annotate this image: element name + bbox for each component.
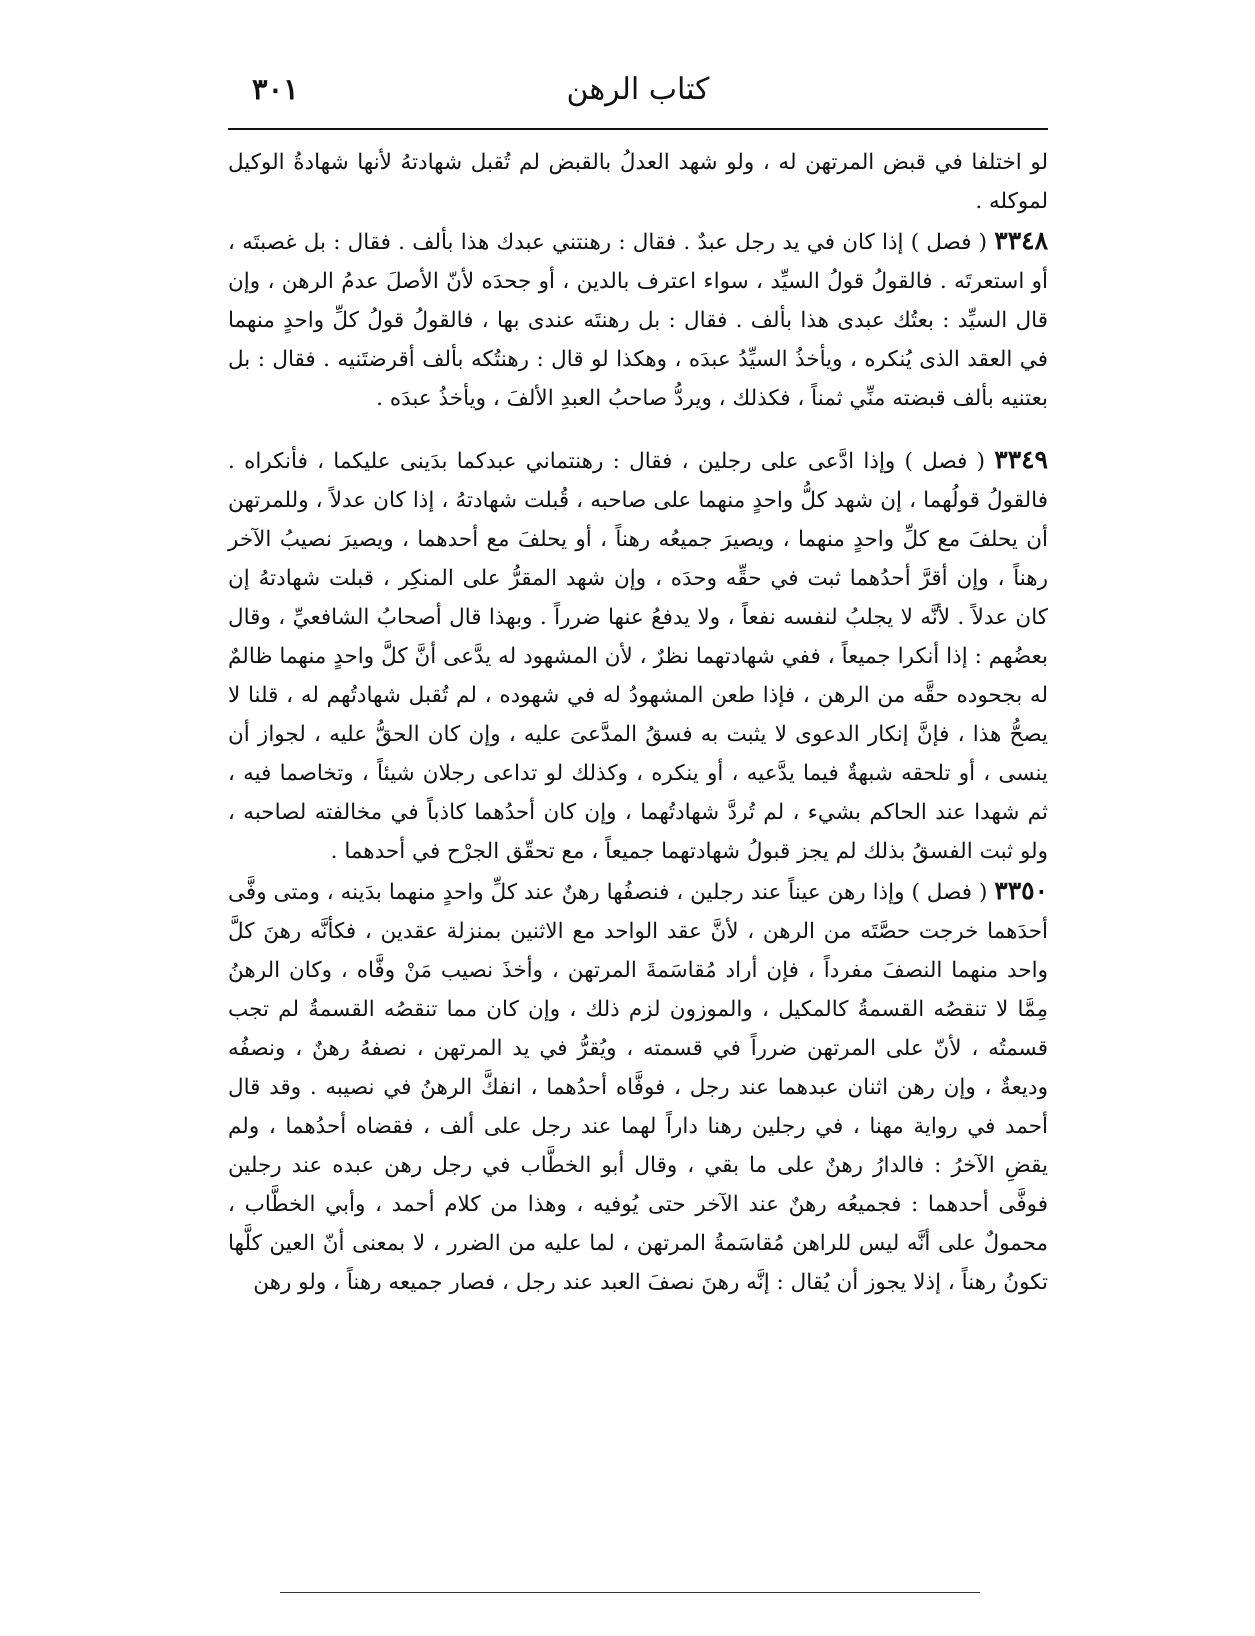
paragraph-text: لو اختلفا في قبض المرتهن له ، ولو شهد العدلُ بالقبض لم تُقبل شهادتهُ لأنها شهادةُ الوكيل لموكله .	[228, 150, 1048, 214]
page-number: ٣٠١	[252, 72, 299, 106]
paragraph-section-3349	[228, 440, 1048, 871]
paragraph-text: ( فصل ) وإذا ادَّعى على رجلين ، فقال : رهنتماني عبدكما بدَينى عليكما ، فأنكراه . فالقولُ قولُهما ، إن شهد كلُّ واحدٍ منهما على صاحبه ، قُبلت شهادتهُ ، إذا كان عدلاً ، وللمرتهن أن يحلفَ مع كلِّ واحدٍ منهما ، ويصيرَ جميعُه رهناً ، أو يحلفَ مع أحدهما ، ويصيرَ نصيبُ الآخر رهناً ، وإن أقرَّ أحدُهما ثبت في حقِّه وحدَه ، وإن شهد المقرُّ على المنكِر ، قبلت شهادتهُ إن كان عدلاً . لأنَّه لا يجلبُ لنفسه نفعاً ، ولا يدفعُ عنها ضرراً . وبهذا قال أصحابُ الشافعيِّ ، وقال بعضُهم : إذا أنكرا جميعاً ، ففي شهادتهما نظرٌ ، لأن المشهود له يدَّعى أنَّ كلَّ واحدٍ منهما ظالمٌ له بجحوده حقَّه من الرهن ، فإذا طعن المشهودُ له في شهوده ، لم تُقبل شهادتُهم له ، قلنا لا يصحُّ هذا ، فإنَّ إنكار الدعوى لا يثبت به فسقُ المدَّعىَ عليه ، وإن كان الحقُّ عليه ، لجواز أن ينسى ، أو تلحقه شبهةٌ فيما يدَّعيه ، أو ينكره ، وكذلك لو تداعى رجلان شيئاً ، وتخاصما فيه ، ثم شهدا عند الحاكم بشيء ، لم تُردَّ شهادتُهما ، وإن كان أحدُهما كاذباً في مخالفته لصاحبه ، ولو ثبت الفسقُ بذلك لم يجز قبولُ شهادتهما جميعاً ، مع تحقّق الجرْح في أحدهما .	[228, 449, 1048, 864]
paragraph-section-3350	[228, 871, 1048, 1302]
section-number: ٣٣٤٩	[994, 445, 1048, 474]
paragraph-section-3348	[228, 221, 1048, 418]
page-header	[228, 66, 1048, 126]
paragraph-text: ( فصل ) إذا كان في يد رجل عبدٌ . فقال : رهنتني عبدك هذا بألف . فقال : بل غصبتَه ، أو استعرتَه . فالقولُ قولُ السيِّد ، سواء اعترف بالدين ، أو جحدَه لأنّ الأصلَ عدمُ الرهن ، وإن قال السيِّد : بعتُك عبدى هذا بألف . فقال : بل رهنتَه عندى بها ، فالقولُ قولُ كلِّ واحدٍ منهما في العقد الذى يُنكره ، ويأخذُ السيِّدُ عبدَه ، وهكذا لو قال : رهنتُكه بألف أقرضتَنيه . فقال : بل بعتنيه بألف قبضته منِّي ثمناً ، فكذلك ، ويردُّ صاحبُ العبدِ الألفَ ، ويأخذُ عبدَه .	[228, 230, 1048, 411]
footer-rule	[280, 1592, 980, 1593]
paragraph-text: ( فصل ) وإذا رهن عيناً عند رجلين ، فنصفُها رهنٌ عند كلِّ واحدٍ منهما بدَينه ، ومتى وفَّى أحدَهما خرجت حصَّتَه من الرهن ، لأنَّ عقد الواحد مع الاثنين بمنزلة عقدين ، فكأنَّه رهنَ كلَّ واحد منهما النصفَ مفرداً ، فإن أراد مُقاسَمةَ المرتهن ، وأخذَ نصيب مَنْ وفَّاه ، وكان الرهنُ مِمَّا لا تنقصُه القسمةُ كالمكيل ، والموزون لزم ذلك ، وإن كان مما تنقصُه القسمةُ لم تجب قسمتُه ، لأنّ على المرتهن ضرراً في قسمته ، ويُقرُّ في يد المرتهن ، نصفهُ رهنٌ ، ونصفُه وديعةٌ ، وإن رهن اثنان عبدهما عند رجل ، فوفَّاه أحدُهما ، انفكَّ الرهنُ في نصيبه . وقد قال أحمد في رواية مهنا ، في رجلين رهنا داراً لهما عند رجل على ألف ، فقضاه أحدُهما ، ولم يقضِ الآخرُ : فالدارُ رهنٌ على ما بقي ، وقال أبو الخطَّاب في رجل رهن عبده عند رجلين فوفَّى أحدهما : فجميعُه رهنٌ عند الآخر حتى يُوفيه ، وهذا من كلام أحمد ، وأبي الخطَّاب ، محمولٌ على أنَّه ليس للراهن مُقاسَمةُ المرتهن ، لما عليه من الضرر ، لا بمعنى أنّ العين كلَّها تكونُ رهناً ، إذلا يجوز أن يُقال : إنَّه رهنَ نصفَ العبد عند رجل ، فصار جميعه رهناً ، ولو رهن	[228, 880, 1048, 1295]
section-number: ٣٣٤٨	[994, 226, 1048, 255]
running-title: كتاب الرهن	[566, 72, 710, 107]
main-text	[228, 143, 1048, 1302]
header-rule	[228, 128, 1048, 130]
paragraph-continuation	[228, 143, 1048, 221]
section-number: ٣٣٥٠	[994, 876, 1048, 905]
